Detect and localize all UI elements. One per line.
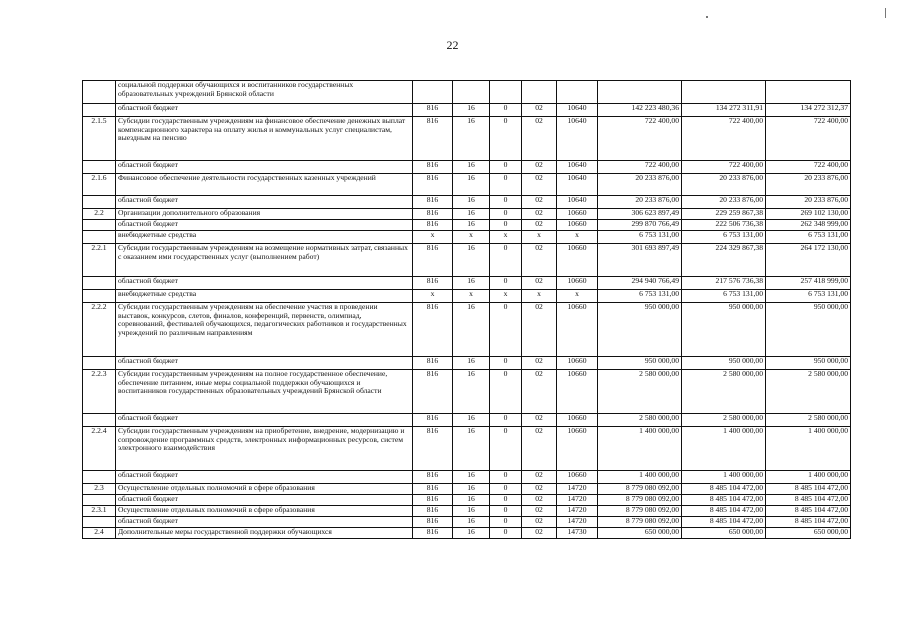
target-item-code-cell: 14720 (557, 506, 598, 517)
target-item-code-cell: 10660 (557, 471, 598, 484)
target-item-code-cell: 14730 (557, 528, 598, 539)
department-code-cell: 816 (413, 495, 453, 506)
department-code-cell: 816 (413, 303, 453, 357)
subsection-code-cell: 0 (490, 506, 522, 517)
section-code-cell: 16 (453, 277, 490, 290)
amount-year3-cell: 1 400 000,00 (766, 471, 851, 484)
amount-year1-cell: 722 400,00 (598, 117, 682, 161)
amount-year3-cell: 6 753 131,00 (766, 290, 851, 303)
department-code-cell: 816 (413, 277, 453, 290)
amount-year1-cell: 301 693 897,49 (598, 244, 682, 277)
row-number-cell: 2.3 (83, 484, 116, 495)
department-code-cell: 816 (413, 414, 453, 427)
table-row (83, 506, 851, 517)
target-item-code-cell: 10660 (557, 370, 598, 414)
section-code-cell: 16 (453, 528, 490, 539)
amount-year3-cell (766, 81, 851, 104)
row-number-cell (83, 471, 116, 484)
amount-year2-cell: 722 400,00 (682, 117, 766, 161)
target-item-code-cell: 10660 (557, 427, 598, 471)
amount-year3-cell: 2 580 000,00 (766, 370, 851, 414)
subsection-code-cell: 0 (490, 161, 522, 174)
amount-year1-cell: 2 580 000,00 (598, 370, 682, 414)
item-name-cell: областной бюджет (116, 161, 413, 174)
item-name-cell: областной бюджет (116, 517, 413, 528)
section-code-cell: 16 (453, 303, 490, 357)
amount-year1-cell: 306 623 897,49 (598, 209, 682, 220)
section-code-cell: x (453, 290, 490, 303)
target-item-code-cell: 10640 (557, 161, 598, 174)
department-code-cell: 816 (413, 117, 453, 161)
subsection-code-cell: 0 (490, 104, 522, 117)
amount-year3-cell: 6 753 131,00 (766, 231, 851, 244)
subsection-code-cell (490, 81, 522, 104)
program-code-cell: 02 (522, 506, 557, 517)
section-code-cell: 16 (453, 174, 490, 196)
subsection-code-cell: 0 (490, 495, 522, 506)
amount-year2-cell: 1 400 000,00 (682, 427, 766, 471)
table-row (83, 196, 851, 209)
target-item-code-cell: 10660 (557, 244, 598, 277)
department-code-cell: 816 (413, 517, 453, 528)
table-row (83, 303, 851, 357)
target-item-code-cell: 14720 (557, 517, 598, 528)
row-number-cell (83, 161, 116, 174)
amount-year2-cell: 222 506 736,38 (682, 220, 766, 231)
amount-year1-cell: 722 400,00 (598, 161, 682, 174)
table-row (83, 161, 851, 174)
amount-year1-cell: 8 779 080 092,00 (598, 495, 682, 506)
amount-year2-cell: 224 329 867,38 (682, 244, 766, 277)
amount-year3-cell: 722 400,00 (766, 161, 851, 174)
program-code-cell: 02 (522, 117, 557, 161)
amount-year2-cell: 20 233 876,00 (682, 174, 766, 196)
section-code-cell: 16 (453, 506, 490, 517)
target-item-code-cell: 10660 (557, 414, 598, 427)
row-number-cell: 2.2.3 (83, 370, 116, 414)
program-code-cell (522, 81, 557, 104)
section-code-cell: 16 (453, 209, 490, 220)
subsection-code-cell: 0 (490, 117, 522, 161)
scan-mark-top-right (885, 8, 886, 18)
amount-year1-cell: 294 940 766,49 (598, 277, 682, 290)
subsection-code-cell: x (490, 231, 522, 244)
item-name-cell: областной бюджет (116, 220, 413, 231)
department-code-cell: 816 (413, 244, 453, 277)
row-number-cell (83, 220, 116, 231)
target-item-code-cell: 10640 (557, 196, 598, 209)
amount-year2-cell: 950 000,00 (682, 357, 766, 370)
amount-year3-cell: 1 400 000,00 (766, 427, 851, 471)
amount-year2-cell: 20 233 876,00 (682, 196, 766, 209)
row-number-cell: 2.2.2 (83, 303, 116, 357)
subsection-code-cell: 0 (490, 528, 522, 539)
amount-year3-cell: 650 000,00 (766, 528, 851, 539)
amount-year2-cell: 6 753 131,00 (682, 231, 766, 244)
department-code-cell: 816 (413, 471, 453, 484)
table-row (83, 414, 851, 427)
amount-year3-cell: 269 102 130,00 (766, 209, 851, 220)
department-code-cell: 816 (413, 196, 453, 209)
subsection-code-cell: 0 (490, 414, 522, 427)
scan-mark-top-center (706, 16, 708, 18)
department-code-cell: 816 (413, 174, 453, 196)
amount-year1-cell: 8 779 080 092,00 (598, 517, 682, 528)
amount-year2-cell: 650 000,00 (682, 528, 766, 539)
table-row (83, 117, 851, 161)
amount-year3-cell: 20 233 876,00 (766, 196, 851, 209)
row-number-cell (83, 414, 116, 427)
department-code-cell: 816 (413, 370, 453, 414)
subsection-code-cell: 0 (490, 427, 522, 471)
target-item-code-cell: 10640 (557, 174, 598, 196)
amount-year1-cell: 650 000,00 (598, 528, 682, 539)
amount-year2-cell: 722 400,00 (682, 161, 766, 174)
section-code-cell: 16 (453, 495, 490, 506)
row-number-cell (83, 357, 116, 370)
amount-year1-cell: 8 779 080 092,00 (598, 484, 682, 495)
item-name-cell: Субсидии государственным учреждениям на обеспечение участия в проведении выставок, конкурсов, слетов, финалов, конференций, первенств, олимпиад, соревнований, фестивалей обучающихся, педагогических работников и государственных учреждений по различным направлениям (116, 303, 413, 357)
table-row (83, 244, 851, 277)
section-code-cell (453, 81, 490, 104)
section-code-cell: 16 (453, 414, 490, 427)
subsection-code-cell: 0 (490, 484, 522, 495)
item-name-cell: внебюджетные средства (116, 231, 413, 244)
amount-year2-cell: 8 485 104 472,00 (682, 517, 766, 528)
table-row (83, 471, 851, 484)
table-row (83, 495, 851, 506)
table-row (83, 220, 851, 231)
item-name-cell: областной бюджет (116, 495, 413, 506)
table-row (83, 290, 851, 303)
table-row (83, 484, 851, 495)
item-name-cell: внебюджетные средства (116, 290, 413, 303)
item-name-cell: Осуществление отдельных полномочий в сфере образования (116, 506, 413, 517)
amount-year2-cell: 950 000,00 (682, 303, 766, 357)
department-code-cell: 816 (413, 484, 453, 495)
amount-year3-cell: 8 485 104 472,00 (766, 517, 851, 528)
program-code-cell: 02 (522, 196, 557, 209)
amount-year1-cell: 950 000,00 (598, 303, 682, 357)
budget-table (82, 80, 851, 539)
amount-year2-cell: 217 576 736,38 (682, 277, 766, 290)
amount-year3-cell: 8 485 104 472,00 (766, 506, 851, 517)
amount-year3-cell: 262 348 999,00 (766, 220, 851, 231)
item-name-cell: областной бюджет (116, 471, 413, 484)
row-number-cell: 2.1.6 (83, 174, 116, 196)
table-row (83, 528, 851, 539)
section-code-cell: 16 (453, 357, 490, 370)
subsection-code-cell: 0 (490, 220, 522, 231)
amount-year2-cell: 1 400 000,00 (682, 471, 766, 484)
table-row (83, 81, 851, 104)
row-number-cell (83, 517, 116, 528)
amount-year2-cell: 134 272 311,91 (682, 104, 766, 117)
item-name-cell: социальной поддержки обучающихся и воспитанников государственных образовательных учреждений Брянской области (116, 81, 413, 104)
row-number-cell: 2.3.1 (83, 506, 116, 517)
program-code-cell: 02 (522, 517, 557, 528)
amount-year1-cell: 2 580 000,00 (598, 414, 682, 427)
program-code-cell: 02 (522, 484, 557, 495)
row-number-cell: 2.4 (83, 528, 116, 539)
table-row (83, 209, 851, 220)
amount-year2-cell: 8 485 104 472,00 (682, 495, 766, 506)
page-number: 22 (446, 38, 459, 52)
department-code-cell: 816 (413, 427, 453, 471)
subsection-code-cell: 0 (490, 303, 522, 357)
department-code-cell: 816 (413, 506, 453, 517)
section-code-cell: 16 (453, 484, 490, 495)
item-name-cell: Субсидии государственным учреждениям на полное государственное обеспечение, обеспечение питанием, иные меры социальной поддержки обучающихся и воспитанников государственных образовательных учреждений Брянской области (116, 370, 413, 414)
table-body (83, 81, 851, 539)
section-code-cell: 16 (453, 220, 490, 231)
program-code-cell: x (522, 231, 557, 244)
item-name-cell: областной бюджет (116, 277, 413, 290)
table-row (83, 277, 851, 290)
target-item-code-cell: 10640 (557, 117, 598, 161)
section-code-cell: 16 (453, 244, 490, 277)
amount-year3-cell: 950 000,00 (766, 303, 851, 357)
item-name-cell: областной бюджет (116, 104, 413, 117)
item-name-cell: Финансовое обеспечение деятельности государственных казенных учреждений (116, 174, 413, 196)
item-name-cell: Субсидии государственным учреждениям на возмещение нормативных затрат, связанных с оказанием ими государственных услуг (выполнением работ) (116, 244, 413, 277)
row-number-cell (83, 196, 116, 209)
table-row (83, 104, 851, 117)
target-item-code-cell: 14720 (557, 484, 598, 495)
program-code-cell: 02 (522, 277, 557, 290)
amount-year1-cell: 1 400 000,00 (598, 427, 682, 471)
amount-year3-cell: 8 485 104 472,00 (766, 484, 851, 495)
amount-year1-cell: 299 870 766,49 (598, 220, 682, 231)
program-code-cell: 02 (522, 244, 557, 277)
target-item-code-cell: 10660 (557, 220, 598, 231)
amount-year3-cell: 950 000,00 (766, 357, 851, 370)
section-code-cell: 16 (453, 370, 490, 414)
item-name-cell: областной бюджет (116, 414, 413, 427)
table-row (83, 370, 851, 414)
target-item-code-cell: 10660 (557, 209, 598, 220)
row-number-cell (83, 104, 116, 117)
amount-year1-cell: 20 233 876,00 (598, 174, 682, 196)
subsection-code-cell: 0 (490, 244, 522, 277)
department-code-cell: 816 (413, 357, 453, 370)
target-item-code-cell: 10660 (557, 303, 598, 357)
subsection-code-cell: 0 (490, 174, 522, 196)
amount-year3-cell: 8 485 104 472,00 (766, 495, 851, 506)
amount-year3-cell: 20 233 876,00 (766, 174, 851, 196)
amount-year1-cell: 20 233 876,00 (598, 196, 682, 209)
section-code-cell: 16 (453, 427, 490, 471)
target-item-code-cell: x (557, 231, 598, 244)
row-number-cell: 2.2 (83, 209, 116, 220)
program-code-cell: 02 (522, 370, 557, 414)
amount-year1-cell: 1 400 000,00 (598, 471, 682, 484)
program-code-cell: 02 (522, 104, 557, 117)
row-number-cell (83, 277, 116, 290)
subsection-code-cell: 0 (490, 209, 522, 220)
table-row (83, 427, 851, 471)
program-code-cell: 02 (522, 495, 557, 506)
section-code-cell: x (453, 231, 490, 244)
row-number-cell (83, 290, 116, 303)
amount-year3-cell: 134 272 312,37 (766, 104, 851, 117)
department-code-cell: 816 (413, 220, 453, 231)
amount-year2-cell: 8 485 104 472,00 (682, 484, 766, 495)
row-number-cell: 2.1.5 (83, 117, 116, 161)
amount-year2-cell: 2 580 000,00 (682, 370, 766, 414)
amount-year2-cell: 229 259 867,38 (682, 209, 766, 220)
amount-year1-cell (598, 81, 682, 104)
program-code-cell: 02 (522, 220, 557, 231)
row-number-cell (83, 495, 116, 506)
amount-year3-cell: 2 580 000,00 (766, 414, 851, 427)
program-code-cell: x (522, 290, 557, 303)
item-name-cell: Субсидии государственным учреждениям на финансовое обеспечение денежных выплат компенсационного характера на оплату жилья и коммунальных услуг специалистам, выездным на пенсию (116, 117, 413, 161)
row-number-cell (83, 231, 116, 244)
department-code-cell: 816 (413, 161, 453, 174)
subsection-code-cell: 0 (490, 471, 522, 484)
amount-year2-cell (682, 81, 766, 104)
section-code-cell: 16 (453, 117, 490, 161)
amount-year3-cell: 257 418 999,00 (766, 277, 851, 290)
program-code-cell: 02 (522, 471, 557, 484)
department-code-cell (413, 81, 453, 104)
target-item-code-cell: 14720 (557, 495, 598, 506)
subsection-code-cell: x (490, 290, 522, 303)
amount-year1-cell: 950 000,00 (598, 357, 682, 370)
program-code-cell: 02 (522, 161, 557, 174)
target-item-code-cell: 10640 (557, 104, 598, 117)
target-item-code-cell: 10660 (557, 277, 598, 290)
row-number-cell: 2.2.1 (83, 244, 116, 277)
section-code-cell: 16 (453, 471, 490, 484)
subsection-code-cell: 0 (490, 370, 522, 414)
table-row (83, 517, 851, 528)
item-name-cell: Осуществление отдельных полномочий в сфере образования (116, 484, 413, 495)
program-code-cell: 02 (522, 303, 557, 357)
program-code-cell: 02 (522, 174, 557, 196)
subsection-code-cell: 0 (490, 517, 522, 528)
section-code-cell: 16 (453, 104, 490, 117)
subsection-code-cell: 0 (490, 357, 522, 370)
subsection-code-cell: 0 (490, 196, 522, 209)
amount-year1-cell: 6 753 131,00 (598, 290, 682, 303)
program-code-cell: 02 (522, 414, 557, 427)
section-code-cell: 16 (453, 196, 490, 209)
table-row (83, 231, 851, 244)
row-number-cell (83, 81, 116, 104)
amount-year1-cell: 6 753 131,00 (598, 231, 682, 244)
target-item-code-cell: 10660 (557, 357, 598, 370)
row-number-cell: 2.2.4 (83, 427, 116, 471)
program-code-cell: 02 (522, 528, 557, 539)
item-name-cell: областной бюджет (116, 357, 413, 370)
item-name-cell: областной бюджет (116, 196, 413, 209)
target-item-code-cell: x (557, 290, 598, 303)
amount-year2-cell: 2 580 000,00 (682, 414, 766, 427)
section-code-cell: 16 (453, 161, 490, 174)
department-code-cell: 816 (413, 528, 453, 539)
section-code-cell: 16 (453, 517, 490, 528)
amount-year3-cell: 264 172 130,00 (766, 244, 851, 277)
amount-year1-cell: 142 223 480,36 (598, 104, 682, 117)
department-code-cell: 816 (413, 104, 453, 117)
item-name-cell: Субсидии государственным учреждениям на приобретение, внедрение, модернизацию и сопровождение программных средств, электронных информационных ресурсов, систем электронного взаимодействия (116, 427, 413, 471)
subsection-code-cell: 0 (490, 277, 522, 290)
amount-year2-cell: 6 753 131,00 (682, 290, 766, 303)
department-code-cell: x (413, 290, 453, 303)
department-code-cell: 816 (413, 209, 453, 220)
department-code-cell: x (413, 231, 453, 244)
program-code-cell: 02 (522, 427, 557, 471)
item-name-cell: Дополнительные меры государственной поддержки обучающихся (116, 528, 413, 539)
amount-year2-cell: 8 485 104 472,00 (682, 506, 766, 517)
program-code-cell: 02 (522, 209, 557, 220)
table-row (83, 357, 851, 370)
item-name-cell: Организации дополнительного образования (116, 209, 413, 220)
amount-year3-cell: 722 400,00 (766, 117, 851, 161)
program-code-cell: 02 (522, 357, 557, 370)
target-item-code-cell (557, 81, 598, 104)
amount-year1-cell: 8 779 080 092,00 (598, 506, 682, 517)
table-row (83, 174, 851, 196)
